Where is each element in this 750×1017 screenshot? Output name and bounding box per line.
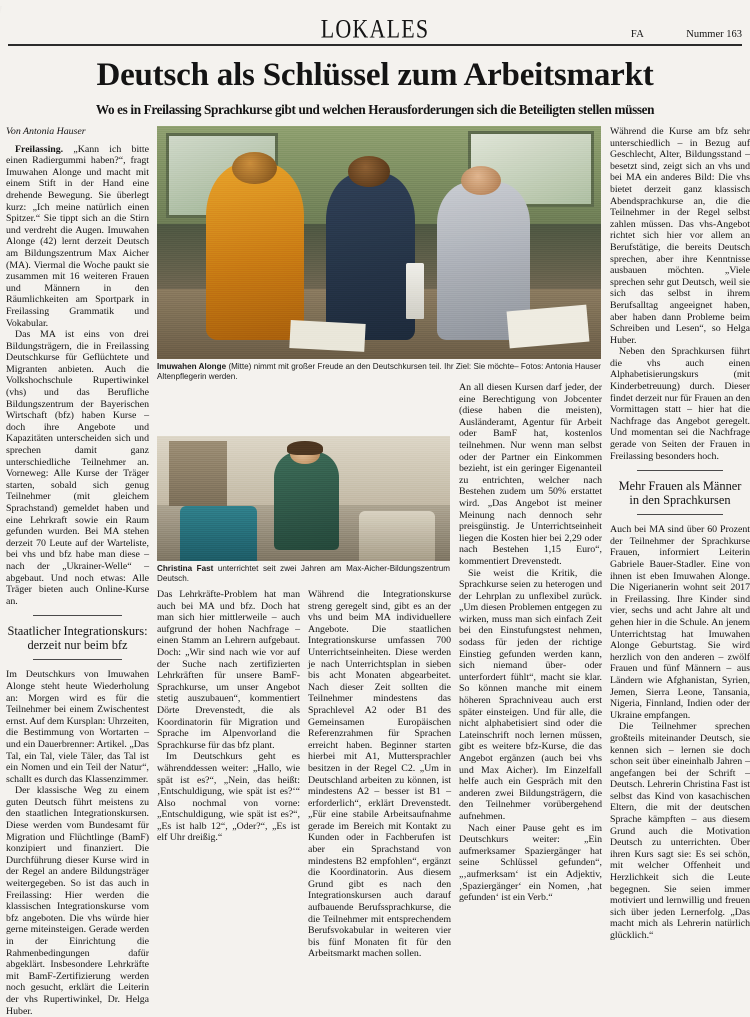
photo-credit: – Fotos: Antonia Hauser xyxy=(514,362,601,371)
masthead-rule xyxy=(8,44,742,46)
byline: Von Antonia Hauser xyxy=(6,126,86,137)
caption-lead: Christina Fast xyxy=(157,564,214,573)
section-divider-top-2 xyxy=(637,470,724,471)
paragraph: Auch bei MA sind über 60 Prozent der Teilnehmer der Sprachkurse Frauen, informiert Leiterin Gabriele Bauer-Stadler. Eine von ihnen ist eben Imuwahen Alonge. Die Nigerianerin wohnt seit 2017 in Freilassing. Ihre Kinder sind vier, sechs und acht Jahre alt und gehen hier in die Schule. An jenem Unterrichtstag hat Imuwahen Alonge Geburtstag. Sie wird herzlich von den anderen – zwölf Frauen und fünf Männern – aus Ländern wie Afghanistan, Syrien, Jemen, Sierra Leone, Tansania, Nigeria, Finnland, Indien oder der Ukraine empfangen. xyxy=(610,524,750,721)
text-column-3 xyxy=(308,126,451,960)
caption-lead: Imuwahen Alonge xyxy=(157,362,227,371)
text-column-4 xyxy=(459,126,602,904)
masthead-meta xyxy=(631,29,742,40)
caption-text: (Mitte) nimmt mit großer Freude an den Deutschkursen teil. Ihr Ziel: Sie möchte Altenpflegerin werden. xyxy=(157,362,515,381)
issue-number: Nummer 163 xyxy=(686,29,742,40)
column-grid xyxy=(6,126,750,1017)
text-column-2 xyxy=(157,126,300,844)
article-headline: Deutsch als Schlüssel zum Arbeitsmarkt xyxy=(96,57,654,93)
paragraph-text: „Kann ich bitte einen Radiergummi haben?“, fragt Imuwahen Alonge und macht mit einem Stift in der Hand eine drehende Bewegung. Sie überlegt kurz: „Ich meine natürlich einen Spitzer.“ Sie tippt sich an die Stirn und verdreht die Augen. Imuwahen Alonge (42) lernt derzeit Deutsch am Bildungszentrum Max Aicher (MA). Viermal die Woche paukt sie zusammen mit 16 weiteren Frauen und Männern in den Räumlichkeiten am Sportpark in Freilassing Grammatik und Vokabular. xyxy=(6,143,149,329)
paragraph: Sie weist die Kritik, die Sprachkurse seien zu heterogen und der Lehrplan zu unflexibel zurück. „Um diesen Problemen entgegen zu wirken, muss man sich einfach Zeit bei den Einstufungstest nehmen, sodass für jeden der richtige Einstieg gefunden werden kann, sich niemand über- oder unterfordert fühlt“, macht sie klar. So können manche mit einem höheren Sprachniveau auch erst später einsteigen. Und für alle, die nicht alphabetisiert sind oder die Lateinschrift noch lernen müssen, gibt es weitere bfz-Kurse, die das Angebot ergänzen (auch bei vhs und Max Aicher). Im Einzelfall helfe auch ein Gespräch mit den anderen zwei Bildungsträgern, die den Teilnehmer vorübergehend aufnehmen. xyxy=(459,567,602,822)
paragraph: Das MA ist eins von drei Bildungsträgern, die in Freilassing Deutschkurse für Geflüchtete und Migranten anbieten. Auch die Volkshochschule Rupertiwinkel (vhs) und das Berufliche Bildungszentrum der Bayerischen Wirtschaft (bfz) haben Kurse – doch ihre Angebote und Kapazitäten unterscheiden sich und sprechen damit ganz unterschiedliche Teilnehmer an. Vorneweg: Alle Kurse der Träger starten, sobald sich genug Teilnehmer (mit gleichem Sprachstand) gemeldet haben und eine Lehrkraft sowie ein Raum gefunden wurden. Bei MA stehen derzeit 70 Leute auf der Warteliste, bei vhs und bfz habe man diese – nach der „Ukrainer-Welle“ – abgebaut. Und noch etwas: Alle Träger bieten auch Online-Kurse an. xyxy=(6,329,149,607)
paragraph: Im Deutschkurs von Imuwahen Alonge steht heute Wiederholung an: Morgen wird es für die Teilnehmer bei einem Zwischentest ernst. Auf dem Kursplan: Uhrzeiten, die Bestimmung von Wortarten – und ein Dauerbrenner: Artikel. „Das Tal, ein Tal, viele Täler, das Tal ist ein Nomen und ein Teil der Natur“, schallt es durch das Klassenzimmer. xyxy=(6,669,149,785)
section-heading-1-line2: derzeit nur beim bfz xyxy=(27,638,128,653)
section-heading-2 xyxy=(610,479,750,507)
paragraph: An all diesen Kursen darf jeder, der eine Berechtigung von Jobcenter (diese haben die meisten), Ausländeramt, Agentur für Arbeit oder BamF hat, kostenlos teilnehmen. Nur wenn man selbst oder der Partner ein Einkommen bezieht, ist ein geringer Eigenanteil zu entrichten, welcher nach Bestehen zudem um 50% erstattet wird. „Das Angebot ist meiner Meinung nach dennoch sehr preisgünstig. Je Unterrichtseinheit liegen die Kosten hier bei 2,29 oder nach Bestehen 1,15 Euro“, kommentiert Drevenstedt. xyxy=(459,382,602,567)
paragraph: Im Deutschkurs geht es währenddessen weiter: „Hallo, wie spät ist es?“, „Nein, das heißt: ‚Entschuldigung, wie spät ist es?‘“ Also nochmal von vorne: „Entschuldigung, wie spät ist es?“, „Es ist halb 12“, „Oder?“, „Es ist elf Uhr dreißig.“ xyxy=(157,751,300,844)
paragraph: Während die Integrationskurse streng geregelt sind, gibt es an der vhs und beim MA individuellere Angebote. Die staatlichen Integrationskurse umfassen 700 Unterrichtseinheiten. Diese werden je nach Unterrichtsplan in sieben bis acht Monaten abgearbeitet. Nach dieser Zeit sollten die Teilnehmer mindestens das Sprachlevel A2 oder B1 des Gemeinsamen Europäischen Referenzrahmen für Sprachen erreicht haben. Beginner starten hierbei mit A1, Muttersprachler besitzen in der Regel C2. „Um in Deutschland arbeiten zu können, ist mindestens A2 – besser ist B1 – erforderlich“, erklärt Drevenstedt. „Für eine stabile Arbeitsaufnahme gerade im Bereich mit Kontakt zu Kunden oder in Fachberufen ist aber ein Sprachstand von mindestens B2 empfohlen“, ergänzt die Koordinatorin. Aus diesem Grund gibt es nach den Integrationskursen auch darauf aufbauende Berufssprachkurse, die die Teilnehmer mit entsprechendem Berufsvokabular in weiteren vier bis fünf Monaten fit für den Arbeitsmarkt machen sollen. xyxy=(308,589,451,960)
paragraph: Der klassische Weg zu einem guten Deutsch führt meistens zu den staatlichen Integrationskursen. Diese werden vom Bundesamt für Migration und Flüchtlinge (BamF) konzipiert und finanziert. Die Durchführung dieser Kurse wird in der Regel an andere Bildungsträger weitergegeben. So ist das auch in Freilassing: Hier werden die klassischen Integrationskurse vom bfz angeboten. Die vhs würde hier gerne miteinsteigen. Gerade werden in der Einrichtung die Rahmenbedingungen dafür abgeklärt. Insbesondere Lehrkräfte mit BamF-Zertifizierung werden noch gesucht, erklärt die Leiterin der vhs Rupertiwinkel, Dr. Helga Huber. xyxy=(6,785,149,1017)
section-heading-1 xyxy=(6,624,149,652)
paragraph: Die Teilnehmer sprechen großteils miteinander Deutsch, sie kennen sich – lernen sie doch schon seit über eineinhalb Jahren – angefangen bei der Schrift – Deutsch. Lehrerin Christina Fast ist selbst das Kind von kasachischen Eltern, die mit der deutschen Sprache kämpften – aus diesem Grund auch die Motivation Deutsch zu unterrichten. Über ihren Kurs sagt sie: Es sei schön, mit welcher Offenheit und Herzlichkeit sich die Leute begegnen. Sie seien immer motiviert und lernwillig und freuen sich über jeden Lernerfolg. „Das macht mich als Lehrerin natürlich glücklich.“ xyxy=(610,721,750,941)
section-heading-2-line2: in den Sprachkursen xyxy=(629,493,731,508)
section-heading-2-line1: Mehr Frauen als Männer xyxy=(618,479,742,494)
section-divider-top xyxy=(33,615,122,616)
dateline: Freilassing. xyxy=(15,143,64,155)
paragraph: Neben den Sprachkursen führt die vhs auch einen Alphabetisierungskurs (mit Kinderbetreuung) durch. Dieser findet derzeit nur für Frauen an den Vormittagen statt – hier hat die Nachfrage das Angebot geregelt. Und momentan sei die Nachfrage gerade von Seiten der Frauen in Freilassing besonders hoch. xyxy=(610,346,750,462)
paragraph: Nach einer Pause geht es im Deutschkurs weiter: „Ein aufmerksamer Spaziergänger hat seine Schlüssel gefunden“, „‚aufmerksam‘ ist ein Adjektiv, ‚Spaziergänger‘ ein Nomen, ‚hat gefunden‘ ist ein Verb.“ xyxy=(459,822,602,904)
section-divider-bottom-2 xyxy=(637,514,724,515)
caption-text: unterrichtet seit zwei Jahren am Max-Aicher-Bildungszentrum Deutsch. xyxy=(157,564,450,583)
text-column-1 xyxy=(6,126,149,1017)
paragraph: Während die Kurse am bfz sehr unterschiedlich – in Bezug auf Geschlecht, Alter, Bildungsstand – besetzt sind, zeigt sich an vhs und bei MA ein anderes Bild: Die vhs bietet derzeit ganz klassisch Abendsprachkurse an, die die Teilnehmer in der Regel selbst zahlen müssen. Das vhs-Angebot richtet sich hier vor allem an Berufstätige, die bereits Deutsch sprechen, aber ihre Kenntnisse ausbauen möchten. „Viele sprechen sehr gut Deutsch, weil sie sich das selbst in ihrem Berufsalltag angeeignet haben, aber haben dann Probleme beim Schreiben und Lesen“, so Helga Huber. xyxy=(610,126,750,346)
section-divider-bottom xyxy=(33,659,122,660)
section-rubric: LOKALES xyxy=(320,13,430,44)
paragraph: Das Lehrkräfte-Problem hat man auch bei MA und bfz. Doch hat man sich hier mittlerweile – auch aufgrund der hohen Nachfrage – einen Stamm an Lehrern aufgebaut. Doch: „Wir sind nach wie vor auf der Suche nach zertifizierten Lehrkräften für unsere BamF-Sprachkurse, um unser Angebot stetig auszubauen“, kommentiert Dörte Drevenstedt, die als Koordinatorin für Migration und Sprache im Alpenvorland die Sprachkurse für das bfz plant. xyxy=(157,589,300,751)
article-subhead: Wo es in Freilassing Sprachkurse gibt und welchen Herausforderungen sich die Beteiligten stellen müssen xyxy=(95,101,655,117)
section-heading-1-line1: Staatlicher Integrationskurs: xyxy=(7,624,148,639)
masthead xyxy=(8,6,742,42)
newspaper-page xyxy=(0,6,750,1017)
text-column-5 xyxy=(610,126,750,942)
paragraph xyxy=(6,144,149,330)
edition-code: FA xyxy=(630,29,645,40)
